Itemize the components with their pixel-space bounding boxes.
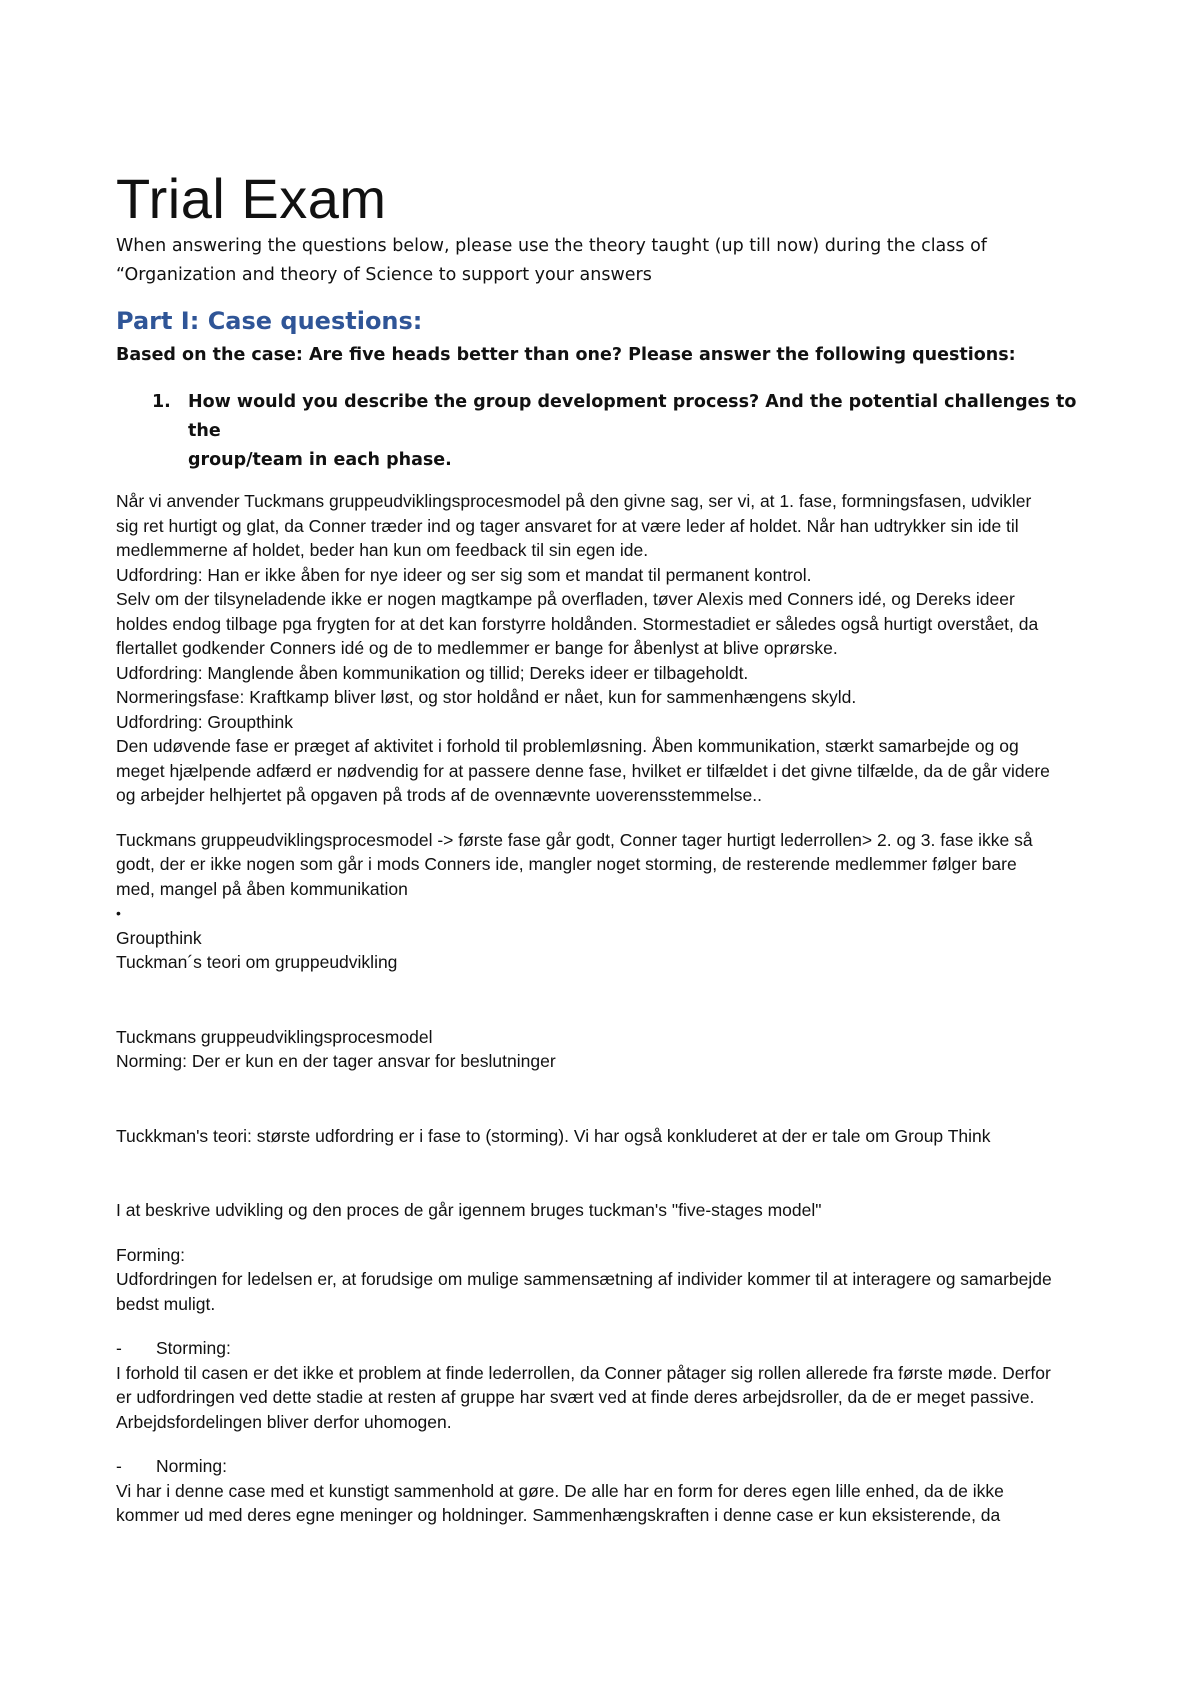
dash-marker: -: [116, 1456, 122, 1476]
forming-label: Forming:: [116, 1244, 186, 1265]
answer-line: Tuckmans gruppeudviklingsprocesmodel -> første fase går godt, Conner tager hurtigt lederrollen> 2. og 3. fase ikke så: [116, 829, 1033, 850]
five-stages-line: I at beskrive udvikling og den proces de går igennem bruges tuckman's "five-stages model": [116, 1200, 822, 1220]
intro-text: [116, 232, 1106, 290]
storming-item: [116, 1336, 1106, 1361]
forming-text-line: bedst muligt.: [116, 1293, 216, 1314]
answer-paragraph-2: [116, 828, 1106, 902]
storming-text-line: I forhold til casen er det ikke et problem at finde lederrollen, da Conner påtager sig rollen allerede fra første møde. Derfor: [116, 1362, 1051, 1383]
answer-line: og arbejder helhjertet på opgaven på trods af de ovennævnte uoverensstemmelse..: [116, 785, 762, 805]
answer-line: Normeringsfase: Kraftkamp bliver løst, og stor holdånd er nået, kun for sammenhængens skyld.: [116, 687, 857, 707]
answer-line: Den udøvende fase er præget af aktivitet i forhold til problemløsning. Åben kommunikation, stærkt samarbejde og og: [116, 736, 1019, 756]
answer-paragraph-1: [116, 489, 1106, 808]
document-page: [116, 168, 1106, 1528]
answer-line: medlemmerne af holdet, beder han kun om feedback til sin egen ide.: [116, 540, 649, 560]
question-number: 1.: [152, 392, 171, 412]
dash-marker: -: [116, 1338, 122, 1358]
question-1: [116, 388, 1106, 475]
question-line: group/team in each phase.: [188, 450, 452, 470]
norming-note-line: Norming: Der er kun en der tager ansvar for beslutninger: [116, 1051, 556, 1071]
intro-line: “Organization and theory of Science to support your answers: [116, 265, 652, 285]
intro-line: When answering the questions below, please use the theory taught (up till now) during the class of: [116, 236, 987, 256]
answer-line: Når vi anvender Tuckmans gruppeudviklingsprocesmodel på den givne sag, ser vi, at 1. fase, formningsfasen, udvikler: [116, 491, 1032, 511]
answer-line: meget hjælpende adfærd er nødvendig for at passere denne fase, hvilket er tilfældet i det givne tilfælde, da de går videre: [116, 760, 1050, 781]
storming-text-line: er udfordringen ved dette stadie at resten af gruppe har svært ved at finde deres arbejdsroller, da de er meget passive.: [116, 1387, 1035, 1407]
storming-text-line: Arbejdsfordelingen bliver derfor uhomogen.: [116, 1411, 452, 1432]
document-title: Trial Exam: [116, 167, 387, 230]
case-instruction: Based on the case: Are five heads better than one? Please answer the following questions:: [116, 345, 1016, 365]
storming-label: Storming:: [156, 1338, 231, 1358]
norming-text-line: Vi har i denne case med et kunstigt sammenhold at gøre. De alle har en form for deres egen lille enhed, da de ikke: [116, 1480, 1004, 1501]
answer-body: [116, 489, 1106, 1528]
forming-text-line: Udfordringen for ledelsen er, at forudsige om mulige sammensætning af individer kommer til at interagere og samarbejde: [116, 1269, 1052, 1289]
answer-line: Udfordring: Groupthink: [116, 711, 294, 732]
answer-line: flertallet godkender Conners idé og de to medlemmer er bange for åbenlyst at blive oprørske.: [116, 638, 838, 658]
norming-text-line: kommer ud med deres egne meninger og holdninger. Sammenhængskraften i denne case er kun eksisterende, da: [116, 1505, 1001, 1525]
question-text: [188, 388, 1106, 475]
answer-line: sig ret hurtigt og glat, da Conner træder ind og tager ansvaret for at være leder af holdet. Når han udtrykker sin ide til: [116, 515, 1019, 536]
model-line: Tuckmans gruppeudviklingsprocesmodel: [116, 1026, 433, 1047]
groupthink-line: Groupthink: [116, 927, 202, 948]
norming-label: Norming:: [156, 1456, 227, 1476]
answer-line: godt, der er ikke nogen som går i mods Conners ide, mangler noget storming, de resterende medlemmer følger bare: [116, 854, 1017, 874]
bullet-icon: •: [116, 905, 121, 921]
tuckkman-line: Tuckkman's teori: største udfordring er i fase to (storming). Vi har også konkluderet at der er tale om Group Think: [116, 1125, 991, 1146]
answer-line: Udfordring: Han er ikke åben for nye ideer og ser sig som et mandat til permanent kontrol.: [116, 564, 812, 585]
answer-line: Selv om der tilsyneladende ikke er nogen magtkampe på overfladen, tøver Alexis med Conners idé, og Dereks ideer: [116, 589, 1015, 609]
tuckman-theory-line: Tuckman´s teori om gruppeudvikling: [116, 952, 398, 972]
norming-item: [116, 1454, 1106, 1479]
answer-line: holdes endog tilbage pga frygten for at det kan forstyrre holdånden. Stormestadiet er således også hurtigt overstået, da: [116, 613, 1039, 634]
part-heading: Part I: Case questions:: [116, 307, 423, 335]
answer-line: Udfordring: Manglende åben kommunikation og tillid; Dereks ideer er tilbageholdt.: [116, 662, 749, 683]
answer-line: med, mangel på åben kommunikation: [116, 878, 408, 899]
question-line: How would you describe the group development process? And the potential challenges to the: [188, 392, 1077, 441]
